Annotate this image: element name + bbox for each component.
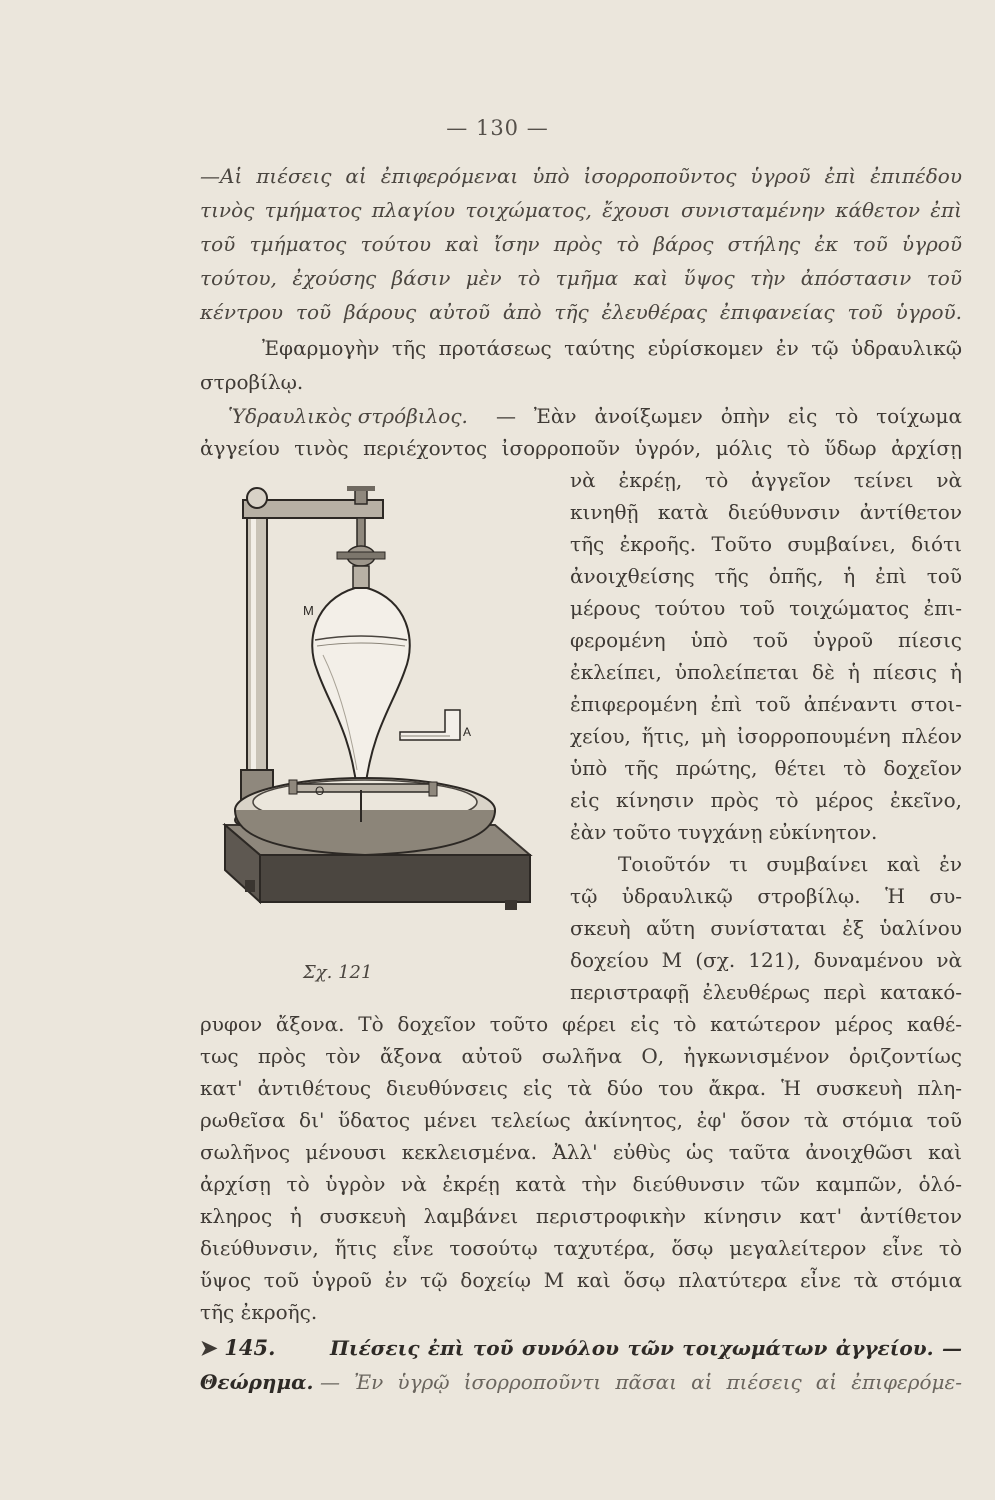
text-line: διεύθυνσιν, ἥτις εἶνε τοσούτῳ ταχυτέρα, ὅσῳ μεγαλείτερον εἶνε τὸ xyxy=(200,1236,962,1260)
text-line: νὰ ἐκρέῃ, τὸ ἀγγεῖον τείνει νὰ xyxy=(570,468,962,492)
theorem-label: Θεώρημα. xyxy=(200,1370,314,1394)
text-line: σκευὴ αὕτη συνίσταται ἐξ ὑαλίνου xyxy=(570,916,962,940)
text-line: ἐκλείπει, ὑπολείπεται δὲ ἡ πίεσις ἡ xyxy=(570,660,962,684)
text-line: ρωθεῖσα δι' ὕδατος μένει τελείως ἀκίνητος, ἐφ' ὅσον τὰ στόμια τοῦ xyxy=(200,1108,962,1132)
label-a: Α xyxy=(463,725,472,739)
text-line: τοῦ τμήματος τούτου καὶ ἴσην πρὸς τὸ βάρος στήλης ἐκ τοῦ ὑγροῦ xyxy=(200,232,962,256)
glass-vessel-m xyxy=(312,588,410,790)
text-line: στροβίλῳ. xyxy=(200,370,304,394)
text-line: — Ἐὰν ἀνοίξωμεν ὀπὴν εἰς τὸ τοίχωμα xyxy=(496,404,962,428)
section-number: 145. xyxy=(224,1335,276,1360)
subsection-title: Ὑδραυλικὸς στρόβιλος. xyxy=(228,404,468,428)
text-line: τῷ ὑδραυλικῷ στροβίλῳ. Ἡ συ- xyxy=(570,884,962,908)
text-line: ὑπὸ τῆς πρώτης, θέτει τὸ δοχεῖον xyxy=(570,756,962,780)
text-line: Ἐφαρμογὴν τῆς προτάσεως ταύτης εὑρίσκομεν ἐν τῷ ὑδραυλικῷ xyxy=(262,336,962,360)
text-line: τούτου, ἐχούσης βάσιν μὲν τὸ τμῆμα καὶ ὕψος τὴν ἀπόστασιν τοῦ xyxy=(200,266,962,290)
text-line: ρυφον ἄξονα. Τὸ δοχεῖον τοῦτο φέρει εἰς τὸ κατώτερον μέρος καθέ- xyxy=(200,1012,962,1036)
text-line: ἐὰν τοῦτο τυγχάνῃ εὐκίνητον. xyxy=(570,820,878,844)
text-line: κέντρου τοῦ βάρους αὐτοῦ ἀπὸ τῆς ἐλευθέρας ἐπιφανείας τοῦ ὑγροῦ. xyxy=(200,300,962,324)
text-line: ἀρχίσῃ τὸ ὑγρὸν νὰ ἐκρέῃ κατὰ τὴν διεύθυνσιν τῶν καμπῶν, ὁλό- xyxy=(200,1172,962,1196)
text-line: σωλῆνος μένουσι κεκλεισμένα. Ἀλλ' εὐθὺς ὡς ταῦτα ἀνοιχθῶσι καὶ xyxy=(200,1140,962,1164)
text-line: εἰς κίνησιν πρὸς τὸ μέρος ἐκεῖνο, xyxy=(570,788,962,812)
label-o: Ο xyxy=(315,784,325,798)
text-line: κατ' ἀντιθέτους διευθύνσεις εἰς τὰ δύο του ἄκρα. Ἡ συσκευὴ πλη- xyxy=(200,1076,962,1100)
text-line: τῆς ἐκροῆς. xyxy=(200,1300,318,1324)
label-m: Μ xyxy=(303,603,314,618)
text-line: ἐπιφερομένη ἐπὶ τοῦ ἀπέναντι στοι- xyxy=(570,692,962,716)
figure-caption: Σχ. 121 xyxy=(303,962,373,983)
text-line: περιστραφῇ ἐλευθέρως περὶ κατακό- xyxy=(570,980,962,1004)
text-line: φερομένη ὑπὸ τοῦ ὑγροῦ πίεσις xyxy=(570,628,962,652)
text-line: μέρους τούτου τοῦ τοιχώματος ἐπι- xyxy=(570,596,962,620)
section-heading xyxy=(200,1334,275,1362)
page-number: — 130 — xyxy=(446,116,549,140)
text-line: —Αἱ πιέσεις αἱ ἐπιφερόμεναι ὑπὸ ἰσορροποῦντος ὑγροῦ ἐπὶ ἐπιπέδου xyxy=(200,164,962,188)
text-line: Τοιοῦτόν τι συμβαίνει καὶ ἐν xyxy=(618,852,962,876)
text-line: τινὸς τμήματος πλαγίου τοιχώματος, ἔχουσι συνισταμένην κάθετον ἐπὶ xyxy=(200,198,962,222)
text-line: ὕψος τοῦ ὑγροῦ ἐν τῷ δοχείῳ Μ καὶ ὅσῳ πλατύτερα εἶνε τὰ στόμια xyxy=(200,1268,962,1292)
text-line: ἀνοιχθείσης τῆς ὀπῆς, ἡ ἐπὶ τοῦ xyxy=(570,564,962,588)
text-line: — Ἐν ὑγρῷ ἰσορροποῦντι πᾶσαι αἱ πιέσεις αἱ ἐπιφερόμε- xyxy=(320,1370,962,1394)
text-line: ἀγγείου τινὸς περιέχοντος ἰσορροποῦν ὑγρόν, μόλις τὸ ὕδωρ ἀρχίσῃ xyxy=(200,436,962,460)
text-line: τῆς ἐκροῆς. Τοῦτο συμβαίνει, διότι xyxy=(570,532,962,556)
text-line: κινηθῇ κατὰ διεύθυνσιν ἀντίθετον xyxy=(570,500,962,524)
horizontal-tube-o xyxy=(293,784,433,792)
pointer-hand-icon: ➤ xyxy=(200,1335,218,1360)
figure-hydraulic-turbine xyxy=(205,470,550,950)
text-line: δοχείου Μ (σχ. 121), δυναμένου νὰ xyxy=(570,948,962,972)
section-title: Πιέσεις ἐπὶ τοῦ συνόλου τῶν τοιχωμάτων ἀγγείου. — xyxy=(330,1336,962,1360)
text-line: χείου, ἥτις, μὴ ἰσορροπουμένη πλέον xyxy=(570,724,962,748)
text-line: τως πρὸς τὸν ἄξονα αὐτοῦ σωλῆνα Ο, ἠγκωνισμένον ὁριζοντίως xyxy=(200,1044,962,1068)
text-line: κληρος ἡ συσκευὴ λαμβάνει περιστροφικὴν κίνησιν κατ' ἀντίθετον xyxy=(200,1204,962,1228)
